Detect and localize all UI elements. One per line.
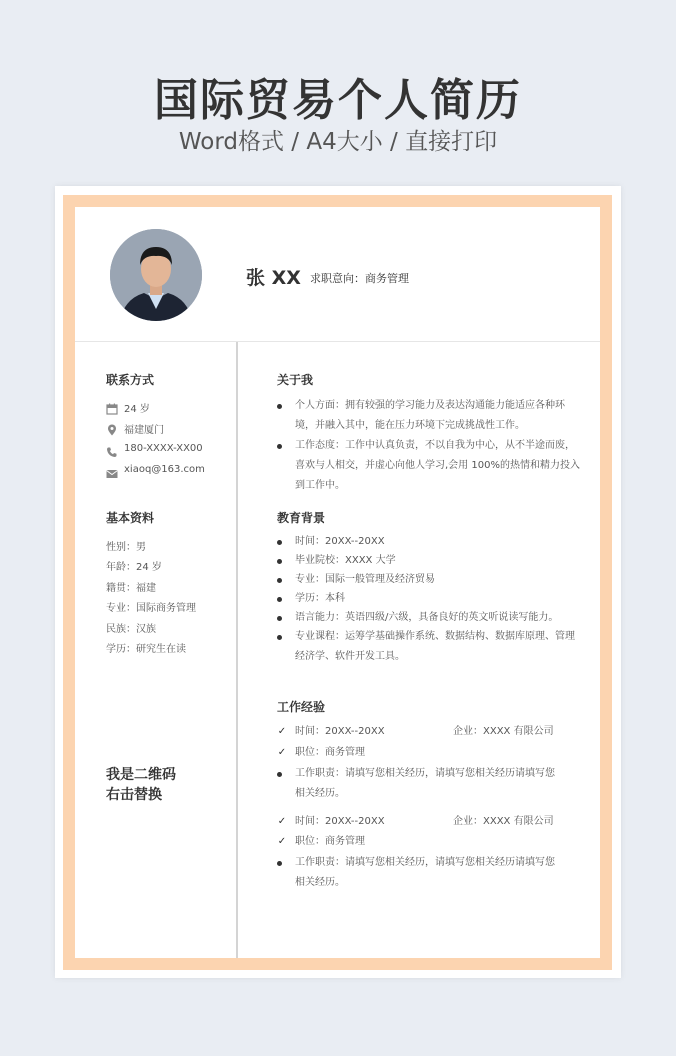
bullet-icon bbox=[277, 597, 282, 602]
basic-major: 专业：国际商务管理 bbox=[106, 603, 196, 614]
page-title: 国际贸易个人简历 bbox=[154, 75, 522, 126]
header-divider bbox=[75, 341, 600, 342]
bullet-icon bbox=[277, 616, 282, 621]
education-item: 时间：20XX--20XX bbox=[295, 532, 581, 552]
job-duty-row: 工作职责：请填写您相关经历，请填写您相关经历请填写您相关经历。 bbox=[295, 764, 557, 804]
bullet-icon bbox=[277, 404, 282, 409]
qr-code-placeholder[interactable] bbox=[106, 765, 176, 805]
basic-degree: 学历：研究生在读 bbox=[106, 644, 186, 655]
check-icon: ✓ bbox=[277, 836, 287, 847]
location-pin-icon bbox=[106, 421, 118, 433]
about-title: 关于我 bbox=[277, 373, 314, 387]
bullet-icon bbox=[277, 772, 282, 777]
bullet-icon bbox=[277, 559, 282, 564]
mail-icon bbox=[106, 465, 118, 477]
contact-age: 24 岁 bbox=[124, 404, 150, 415]
contact-email: xiaoq@163.com bbox=[124, 464, 205, 475]
check-icon: ✓ bbox=[277, 747, 287, 758]
about-item: 个人方面：拥有较强的学习能力及表达沟通能力能适应各种环境，并融入其中，能在压力环境下完成挑战性工作。 bbox=[295, 396, 581, 436]
about-item: 工作态度：工作中认真负责，不以自我为中心，从不半途而废，喜欢与人相交，并虚心向他人学习,会用 100%的热情和精力投入到工作中。 bbox=[295, 436, 581, 496]
contact-location: 福建厦门 bbox=[124, 425, 164, 436]
bullet-icon bbox=[277, 861, 282, 866]
education-item: 专业课程：运筹学基础操作系统、数据结构、数据库原理、管理经济学、软件开发工具。 bbox=[295, 627, 581, 667]
check-icon: ✓ bbox=[277, 816, 287, 827]
education-item: 专业：国际一般管理及经济贸易 bbox=[295, 570, 581, 590]
avatar-photo[interactable] bbox=[110, 229, 202, 321]
basic-hometown: 籍贯：福建 bbox=[106, 583, 156, 594]
bullet-icon bbox=[277, 444, 282, 449]
job-time-row: ✓ 时间：20XX--20XX 企业：XXXX 有限公司 bbox=[295, 812, 581, 832]
qr-note-line2: 右击替换 bbox=[106, 787, 162, 803]
candidate-name: 张 XX bbox=[246, 267, 301, 289]
phone-icon bbox=[106, 443, 118, 455]
job-intent: 求职意向：商务管理 bbox=[310, 272, 409, 285]
calendar-icon bbox=[106, 400, 118, 412]
bullet-icon bbox=[277, 540, 282, 545]
education-item: 学历：本科 bbox=[295, 589, 581, 609]
bullet-icon bbox=[277, 578, 282, 583]
job-position-row: ✓ 职位：商务管理 bbox=[295, 743, 581, 763]
basic-ethnicity: 民族：汉族 bbox=[106, 624, 156, 635]
job-position-row: ✓ 职位：商务管理 bbox=[295, 832, 581, 852]
basic-age: 年龄：24 岁 bbox=[106, 562, 162, 573]
bullet-icon bbox=[277, 635, 282, 640]
education-title: 教育背景 bbox=[277, 511, 326, 525]
basic-gender: 性别：男 bbox=[106, 542, 146, 553]
page-subtitle: Word格式 / A4大小 / 直接打印 bbox=[178, 129, 498, 155]
check-icon: ✓ bbox=[277, 726, 287, 737]
job-duty-row: 工作职责：请填写您相关经历，请填写您相关经历请填写您相关经历。 bbox=[295, 853, 557, 893]
work-title: 工作经验 bbox=[277, 700, 326, 714]
contact-title: 联系方式 bbox=[106, 373, 155, 387]
education-item: 毕业院校：XXXX 大学 bbox=[295, 551, 581, 571]
education-item: 语言能力：英语四级/六级，具备良好的英文听说读写能力。 bbox=[295, 608, 581, 628]
contact-phone: 180-XXXX-XX00 bbox=[124, 443, 203, 454]
basic-info-title: 基本资料 bbox=[106, 511, 155, 525]
column-divider bbox=[236, 342, 238, 958]
job-time-row: ✓ 时间：20XX--20XX 企业：XXXX 有限公司 bbox=[295, 722, 581, 742]
qr-note-line1: 我是二维码 bbox=[106, 767, 176, 783]
